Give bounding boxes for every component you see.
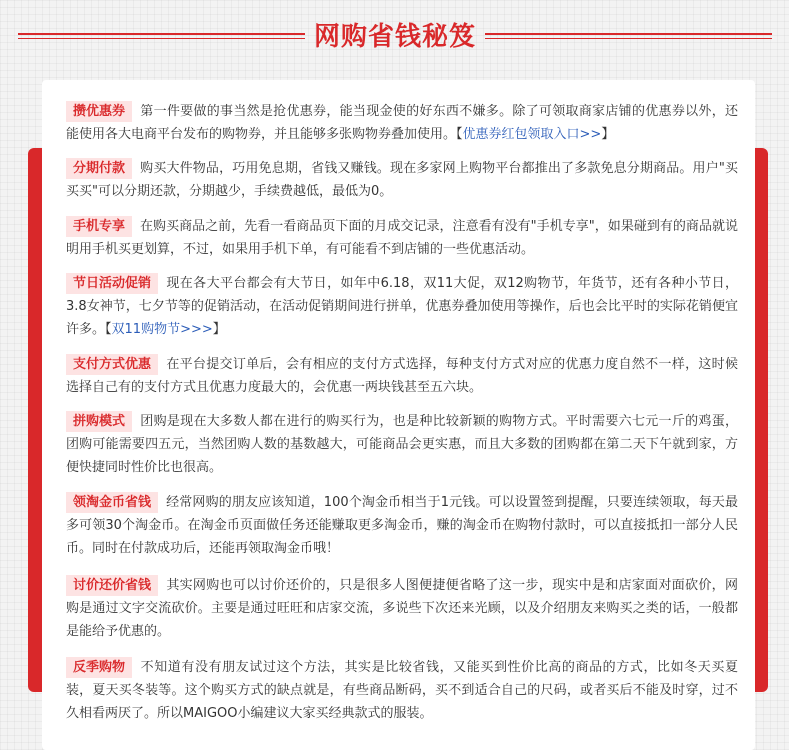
tip-item-bargaining — [66, 574, 738, 643]
tip-tag: 讨价还价省钱 — [66, 575, 158, 596]
page-title: 网购省钱秘笈 — [313, 22, 476, 52]
tip-item-off-season — [66, 656, 738, 725]
tip-item-installments — [66, 157, 738, 203]
tip-text: 不知道有没有朋友试过这个方法，其实是比较省钱，又能买到性价比高的商品的方式，比如冬天买夏装，夏天买冬装等。这个购买方式的缺点就是，有些商品断码，买不到适合自己的尺码，或者买后不能及时穿，过不久相看两厌了。所以MAIGOO小编建议大家买经典款式的服装。 — [66, 660, 738, 721]
tip-item-mobile-exclusive — [66, 215, 738, 261]
tip-item-group-buy — [66, 410, 738, 479]
tip-tag: 领淘金币省钱 — [66, 492, 158, 513]
tip-tag: 手机专享 — [66, 216, 132, 237]
content-panel — [42, 80, 755, 750]
tip-text: 第一件要做的事当然是抢优惠券，能当现金使的好东西不嫌多。除了可领取商家店铺的优惠券以外，还能使用各大电商平台发布的购物券，并且能够多张购物券叠加使用。 — [66, 104, 738, 142]
title-rule-left — [18, 33, 305, 39]
tip-text: 团购是现在大多数人都在进行的购买行为，也是种比较新颖的购物方式。平时需要六七元一斤的鸡蛋，团购可能需要四五元，当然团购人数的基数越大，可能商品会更实惠，而且大多数的团购都在第二天下午就到家，方便快捷同时性价比也很高。 — [66, 414, 738, 475]
tip-item-coupons: 攒优惠券 第一件要做的事当然是抢优惠券，能当现金使的好东西不嫌多。除了可领取商家店铺的优惠券以外，还能使用各大电商平台发布的购物券，并且能够多张购物券叠加使用。【优惠券红包领取入口>>】 — [66, 100, 738, 146]
double-eleven-link[interactable]: 双11购物节>>> — [111, 322, 213, 337]
tip-item-taobao-coins — [66, 491, 738, 560]
tip-tag: 节日活动促销 — [66, 273, 158, 294]
tip-text: 现在各大平台都会有大节日，如年中6.18，双11大促，双12购物节，年货节，还有各种小节日，3.8女神节，七夕节等的促销活动，在活动促销期间进行拼单，优惠券叠加使用等操作，后也会比平时的实际花销便宜许多。 — [66, 276, 738, 337]
coupon-entry-link[interactable]: 优惠券红包领取入口>> — [462, 127, 602, 142]
tip-tag: 反季购物 — [66, 657, 132, 678]
tip-text: 在购买商品之前，先看一看商品页下面的月成交记录，注意看有没有"手机专享"，如果碰到有的商品就说明用手机买更划算，不过，如果用手机下单，有可能看不到店铺的一些优惠活动。 — [66, 219, 738, 257]
tip-text: 其实网购也可以讨价还价的，只是很多人图便捷便省略了这一步，现实中是和店家面对面砍价，网购是通过文字交流砍价。主要是通过旺旺和店家交流，多说些下次还来光顾，以及介绍朋友来购买之类的话，一般都是能给予优惠的。 — [66, 578, 738, 639]
tip-tag: 支付方式优惠 — [66, 354, 158, 375]
tip-item-holiday-promos: 节日活动促销 现在各大平台都会有大节日，如年中6.18，双11大促，双12购物节，年货节，还有各种小节日，3.8女神节，七夕节等的促销活动，在活动促销期间进行拼单，优惠券叠加使用等操作，后也会比平时的实际花销便宜许多。【双11购物节>>>】 — [66, 272, 738, 341]
tip-tag: 攒优惠券 — [66, 101, 132, 122]
tip-item-payment-method — [66, 353, 738, 399]
tip-tag: 拼购模式 — [66, 411, 132, 432]
page-header — [0, 0, 789, 80]
tip-text: 在平台提交订单后，会有相应的支付方式选择，每种支付方式对应的优惠力度自然不一样，这时候选择自己有的支付方式且优惠力度最大的，会优惠一两块钱甚至五六块。 — [66, 357, 738, 395]
tip-text: 购买大件物品，巧用免息期，省钱又赚钱。现在多家网上购物平台都推出了多款免息分期商品。用户"买买买"可以分期还款，分期越少，手续费越低，最低为0。 — [66, 161, 738, 199]
title-rule-right — [485, 33, 772, 39]
tip-tag: 分期付款 — [66, 158, 132, 179]
tip-text: 经常网购的朋友应该知道，100个淘金币相当于1元钱。可以设置签到提醒，只要连续领取，每天最多可领30个淘金币。在淘金币页面做任务还能赚取更多淘金币，赚的淘金币在购物付款时，可以直接抵扣一部分人民币。同时在付款成功后，还能再领取淘金币哦！ — [66, 495, 738, 556]
